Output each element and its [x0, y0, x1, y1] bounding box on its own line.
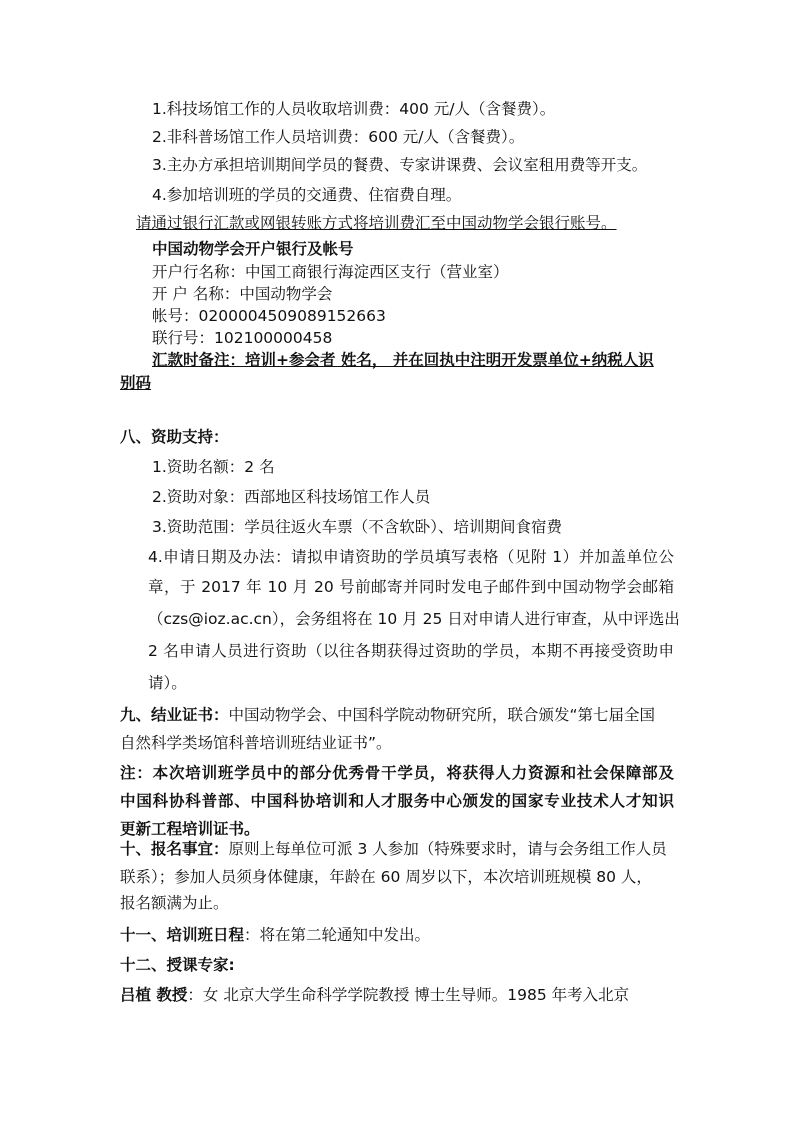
fee-item-4: 4.参加培训班的学员的交通费、住宿费自理。	[152, 186, 462, 204]
aid-item-4-line-5: 请）。	[148, 674, 187, 692]
expert-text: ：女 北京大学生命科学学院教授 博士生导师。1985 年考入北京	[187, 986, 630, 1004]
remittance-remark-cont: 别码	[120, 374, 152, 392]
section-11-text: ：将在第二轮通知中发出。	[244, 926, 431, 944]
aid-item-3: 3.资助范围：学员往返火车票（不含软卧）、培训期间食宿费	[152, 518, 563, 536]
section-11-line	[120, 924, 430, 946]
section-9-line-1	[120, 704, 655, 726]
note-line-3: 更新工程培训证书。	[120, 820, 260, 838]
aid-item-4-line-1: 4.申请日期及办法：请拟申请资助的学员填写表格（见附 1）并加盖单位公	[148, 548, 674, 566]
expert-line	[120, 984, 629, 1006]
section-10-line-1	[120, 838, 667, 860]
aid-item-4-line-2: 章，于 2017 年 10 月 20 号前邮寄并同时发电子邮件到中国动物学会邮箱	[148, 578, 674, 596]
section-10-text: 原则上每单位可派 3 人参加（特殊要求时，请与会务组工作人员	[228, 840, 667, 858]
fee-item-3: 3.主办方承担培训期间学员的餐费、专家讲课费、会议室租用费等开支。	[152, 156, 648, 174]
remittance-remark: 汇款时备注：培训+参会者 姓名， 并在回执中注明开发票单位+纳税人识	[152, 351, 654, 369]
aid-item-4-line-3: （czs@ioz.ac.cn），会务组将在 10 月 25 日对申请人进行审查，从中评选出	[148, 610, 680, 628]
bank-title: 中国动物学会开户银行及帐号	[152, 240, 354, 258]
section-10-heading: 十、报名事宜：	[120, 840, 229, 858]
section-10-line-2: 联系）；参加人员须身体健康，年龄在 60 周岁以下，本次培训班规模 80 人，	[120, 868, 652, 886]
aid-item-1: 1.资助名额：2 名	[152, 458, 275, 476]
section-10-line-3: 报名额满为止。	[120, 894, 229, 912]
bank-notice: 请通过银行汇款或网银转账方式将培训费汇至中国动物学会银行账号。	[136, 214, 617, 232]
fee-item-2: 2.非科普场馆工作人员培训费：600 元/人（含餐费）。	[152, 128, 525, 146]
section-9-text: 中国动物学会、中国科学院动物研究所，联合颁发“第七届全国	[228, 706, 656, 724]
expert-name: 吕植 教授	[120, 986, 188, 1004]
section-12-heading: 十二、授课专家:	[120, 956, 235, 974]
section-9-heading: 九、结业证书：	[120, 706, 229, 724]
bank-name: 开户行名称：中国工商银行海淀西区支行（营业室）	[152, 263, 509, 281]
account-name: 开 户 名称：中国动物学会	[152, 285, 333, 303]
aid-item-4-line-4: 2 名申请人员进行资助（以往各期获得过资助的学员，本期不再接受资助申	[148, 642, 674, 660]
fee-item-1: 1.科技场馆工作的人员收取培训费：400 元/人（含餐费）。	[152, 100, 556, 118]
section-11-heading: 十一、培训班日程	[120, 926, 245, 944]
aid-item-2: 2.资助对象：西部地区科技场馆工作人员	[152, 488, 431, 506]
bank-code: 联行号：102100000458	[152, 329, 333, 347]
account-number: 帐号：0200004509089152663	[152, 307, 386, 325]
note-line-2: 中国科协科普部、中国科协培训和人才服务中心颁发的国家专业技术人才知识	[120, 792, 674, 810]
section-8-heading: 八、资助支持：	[120, 428, 229, 446]
note-line-1: 注：本次培训班学员中的部分优秀骨干学员，将获得人力资源和社会保障部及	[120, 764, 674, 782]
section-9-line-2: 自然科学类场馆科普培训班结业证书”。	[120, 734, 392, 752]
